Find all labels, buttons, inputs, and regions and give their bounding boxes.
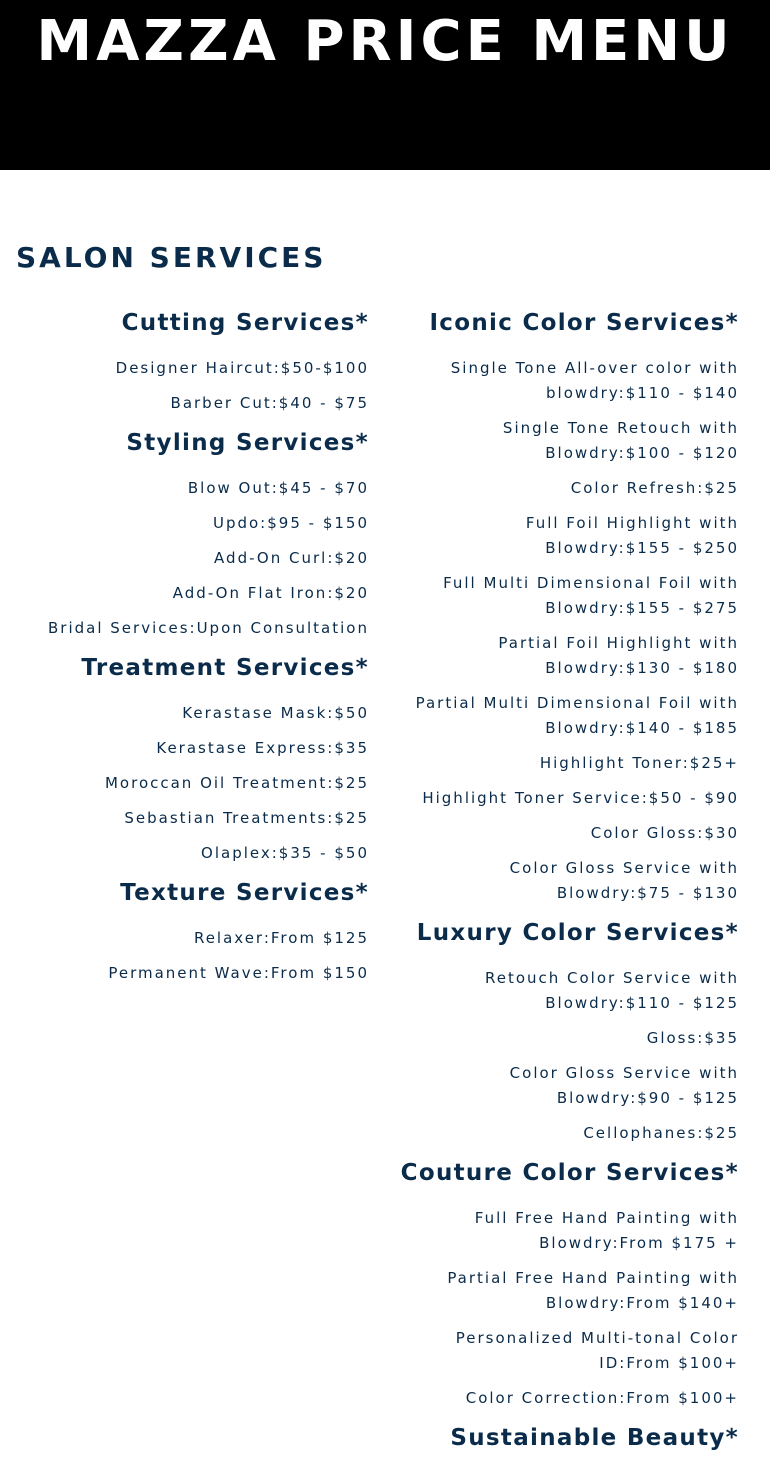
menu-item-line: Partial Free Hand Painting with: [447, 1269, 739, 1287]
menu-item: [370, 1121, 739, 1146]
menu-item: [370, 1266, 739, 1316]
menu-item: [370, 786, 739, 811]
category-luxury-color: [370, 916, 739, 1146]
menu-item: Kerastase Express:$35: [156, 739, 369, 757]
menu-item-line: Blowdry:$100 - $120: [545, 444, 739, 462]
menu-item-line: Color Gloss:$30: [590, 824, 739, 842]
menu-item: [370, 1206, 739, 1256]
menu-item: Designer Haircut:$50-$100: [115, 359, 369, 377]
menu-item: Bridal Services:Upon Consultation: [48, 619, 369, 637]
menu-item: [370, 1026, 739, 1051]
menu-item-line: Full Multi Dimensional Foil with: [443, 574, 739, 592]
menu-item-line: Blowdry:From $140+: [545, 1294, 739, 1312]
menu-item-line: Color Gloss Service with: [509, 859, 739, 877]
section-title: SALON SERVICES: [16, 241, 327, 274]
menu-item: [370, 476, 739, 501]
menu-item: [370, 691, 739, 741]
menu-item: Sebastian Treatments:$25: [124, 809, 369, 827]
left-menu-column: [0, 306, 369, 996]
menu-item-line: Blowdry:$110 - $125: [545, 994, 739, 1012]
header-banner: [0, 0, 770, 170]
category-iconic-color: [370, 306, 739, 906]
menu-item-line: Retouch Color Service with: [484, 969, 739, 987]
menu-item-line: Cellophanes:$25: [583, 1124, 739, 1142]
menu-item-line: Color Gloss Service with: [509, 1064, 739, 1082]
category-title: Luxury Color Services*: [416, 920, 739, 946]
menu-item-line: Blowdry:$140 - $185: [545, 719, 739, 737]
menu-item-line: Full Free Hand Painting with: [474, 1209, 739, 1227]
category-couture-color: [370, 1156, 739, 1411]
menu-item: [370, 631, 739, 681]
menu-item: Relaxer:From $125: [193, 929, 369, 947]
menu-item-line: Highlight Toner Service:$50 - $90: [422, 789, 739, 807]
menu-item-line: Single Tone Retouch with: [502, 419, 739, 437]
menu-item: [370, 751, 739, 776]
menu-item: [370, 416, 739, 466]
menu-item: Olaplex:$35 - $50: [201, 844, 369, 862]
menu-item-line: Blowdry:$75 - $130: [556, 884, 739, 902]
category-title: Cutting Services*: [121, 310, 369, 336]
menu-item-line: Blowdry:$130 - $180: [545, 659, 739, 677]
menu-item: Add-On Flat Iron:$20: [172, 584, 369, 602]
category-title: Treatment Services*: [81, 655, 369, 681]
menu-item-line: Single Tone All-over color with: [450, 359, 739, 377]
menu-item: Permanent Wave:From $150: [108, 964, 369, 982]
menu-item-line: Partial Foil Highlight with: [498, 634, 739, 652]
category-cutting: [0, 306, 369, 416]
category-title: Styling Services*: [126, 430, 369, 456]
menu-item-line: Full Foil Highlight with: [525, 514, 739, 532]
menu-item: [370, 571, 739, 621]
menu-item: Barber Cut:$40 - $75: [170, 394, 369, 412]
menu-item: [370, 856, 739, 906]
menu-item-line: Blowdry:$90 - $125: [556, 1089, 739, 1107]
menu-item: Add-On Curl:$20: [214, 549, 369, 567]
menu-item: [370, 966, 739, 1016]
menu-item: [370, 511, 739, 561]
menu-item: Updo:$95 - $150: [212, 514, 369, 532]
menu-item: Moroccan Oil Treatment:$25: [104, 774, 369, 792]
menu-item: [370, 356, 739, 406]
menu-item-line: Blowdry:$155 - $275: [545, 599, 739, 617]
category-title: Couture Color Services*: [400, 1160, 739, 1186]
menu-item-line: Highlight Toner:$25+: [539, 754, 739, 772]
menu-item-line: Personalized Multi-tonal Color: [455, 1329, 739, 1347]
menu-item-line: Blowdry:$155 - $250: [545, 539, 739, 557]
category-texture: [0, 876, 369, 986]
category-sustainable-beauty: [370, 1421, 739, 1455]
menu-item: Kerastase Mask:$50: [182, 704, 369, 722]
category-treatment: [0, 651, 369, 866]
menu-item-line: Color Correction:From $100+: [465, 1389, 739, 1407]
menu-item-line: Blowdry:From $175 +: [539, 1234, 739, 1252]
menu-item-line: ID:From $100+: [599, 1354, 739, 1372]
menu-item: [370, 1061, 739, 1111]
category-title: Sustainable Beauty*: [450, 1425, 739, 1451]
menu-item-line: Gloss:$35: [646, 1029, 739, 1047]
menu-item: [370, 1386, 739, 1411]
page-title: MAZZA PRICE MENU: [36, 9, 734, 74]
category-title: Texture Services*: [120, 880, 369, 906]
menu-item: [370, 1326, 739, 1376]
category-title: Iconic Color Services*: [429, 310, 739, 336]
category-styling: [0, 426, 369, 641]
menu-item-line: Partial Multi Dimensional Foil with: [415, 694, 739, 712]
menu-item-line: Color Refresh:$25: [570, 479, 739, 497]
right-menu-column: [370, 306, 739, 1471]
menu-item: Blow Out:$45 - $70: [187, 479, 369, 497]
menu-item-line: blowdry:$110 - $140: [546, 384, 739, 402]
menu-item: [370, 821, 739, 846]
